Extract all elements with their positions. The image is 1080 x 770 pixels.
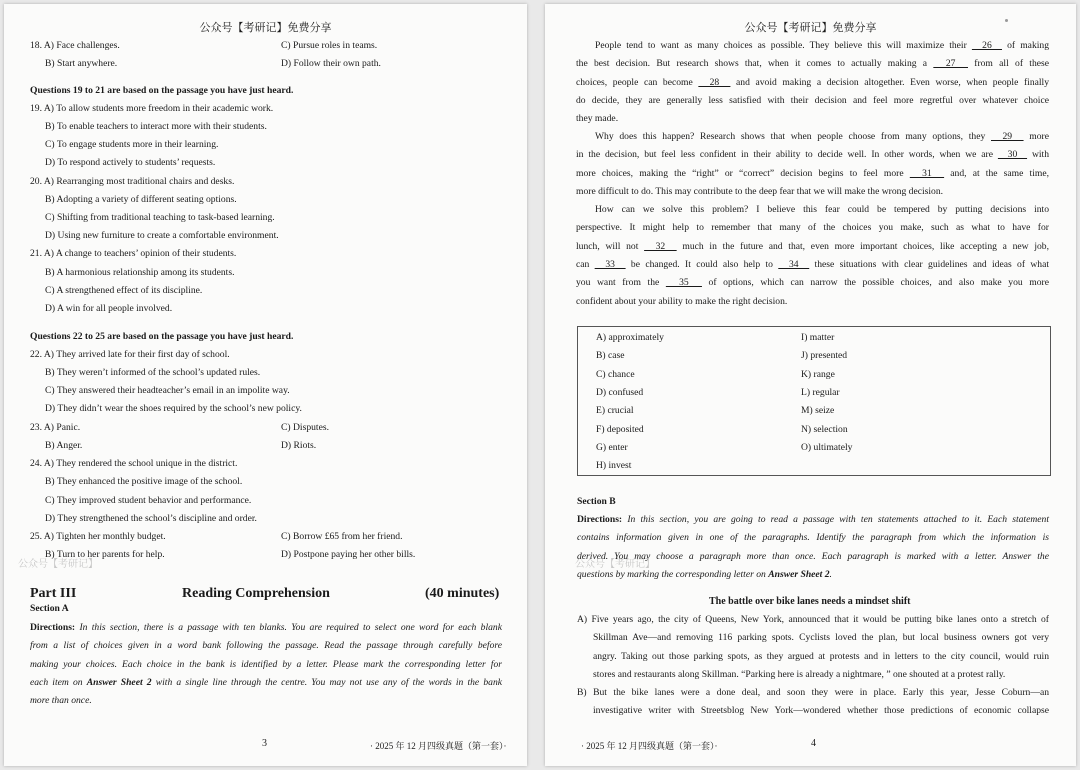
part-label: Part III: [30, 586, 77, 601]
page-header: 公众号【考研记】免费分享: [744, 22, 877, 34]
para1-line-4: do decide, they are generally less satisfied with their decision and feel more regretful over whatever choice: [576, 94, 1049, 106]
para2-line-1: Why does this happen? Research shows that when people choose from many options, they 29 more: [595, 131, 1049, 142]
directions-line-4: each item on Answer Sheet 2 with a single line through the centre. You may not use any of the words in the bank: [30, 677, 503, 688]
blank-30: 30: [997, 149, 1028, 161]
para2-line-2: in the decision, but feel less confident in their ability to decide well. In other words, when we are 30 with: [576, 149, 1050, 161]
q20-b: B) Adopting a variety of different seating options.: [45, 194, 237, 205]
para3-line-2: perspective. It might help to remember that many of the choices you make, such as what to have for: [576, 222, 1049, 234]
q24-a: 24. A) They rendered the school unique in the district.: [30, 458, 238, 469]
directions-line-1: Directions: In this section, there is a passage with ten blanks. You are required to select one word for each blank: [30, 622, 502, 633]
word-bank-option: O) ultimately: [801, 441, 853, 453]
blank-32: 32: [644, 240, 677, 252]
para1-line-1: People tend to want as many choices as possible. They believe this will maximize their 26 of making: [595, 40, 1049, 51]
paragraph-a-line-1: A) Five years ago, the city of Queens, New York, announced that it would be putting bike lanes onto a stretch of: [577, 614, 1049, 625]
para3-line-5: you want from the 35 of options, which can narrow the possible choices, and also make you more: [576, 277, 1050, 289]
para2-line-3: more choices, making the “right” or “correct” decision begins to feel more 31 and, at the same time,: [576, 167, 1050, 179]
word-bank-option: I) matter: [801, 332, 835, 343]
q22-d: D) They didn’t wear the shoes required by the school’s new policy.: [45, 403, 302, 414]
q22-a: 22. A) They arrived late for their first day of school.: [30, 349, 230, 360]
directions-b-line-4: questions by marking the corresponding letter on Answer Sheet 2.: [577, 569, 832, 580]
q18-d: D) Follow their own path.: [281, 58, 381, 69]
word-bank-option: H) invest: [596, 460, 632, 472]
directions-line-3: making your choices. Each choice in the bank is identified by a letter. Please mark the corresponding letter for: [30, 659, 502, 670]
page-number: 3: [262, 738, 267, 749]
q22-b: B) They weren’t informed of the school’s updated rules.: [45, 367, 261, 378]
word-bank-option: L) regular: [801, 386, 840, 398]
q24-b: B) They enhanced the positive image of the school.: [45, 476, 243, 487]
blank-35: 35: [665, 277, 702, 289]
word-bank-option: G) enter: [596, 441, 628, 453]
para3-line-1: How can we solve this problem? I believe this fear could be tempered by putting decisions into: [595, 204, 1049, 215]
directions-line-5: more than once.: [30, 695, 92, 706]
word-bank-option: B) case: [596, 350, 625, 362]
q18-b: B) Start anywhere.: [45, 58, 118, 69]
blank-26: 26: [971, 40, 1002, 51]
section-b-label: Section B: [577, 496, 616, 507]
directions-line-2: from a list of choices given in a word bank following the passage. Read the passage through carefully before: [30, 640, 502, 651]
q20-d: D) Using new furniture to create a comfortable environment.: [45, 230, 279, 241]
part-title: Reading Comprehension: [182, 586, 330, 601]
word-bank-option: J) presented: [801, 350, 848, 362]
paragraph-b-line-2: investigative writer with Streetsblog New York—wondered whether those predictions of economic collapse: [593, 705, 1049, 717]
para2-line-4: more difficult to do. This may contribute to the deep fear that we will make the wrong decision.: [576, 185, 944, 197]
q20-c: C) Shifting from traditional teaching to task-based learning.: [45, 212, 275, 223]
blank-31: 31: [909, 167, 945, 179]
word-bank-option: D) confused: [596, 386, 644, 398]
directions-b-line-1: Directions: In this section, you are going to read a passage with ten statements attached to it. Each statement: [577, 514, 1049, 525]
word-bank-option: K) range: [801, 368, 835, 380]
page-3: [4, 4, 527, 766]
instruction-22-25: Questions 22 to 25 are based on the passage you have just heard.: [30, 331, 294, 342]
q23-b: B) Anger.: [45, 440, 83, 451]
section-a-label: Section A: [30, 603, 69, 614]
para1-line-5: they made.: [576, 113, 619, 125]
q23-c: C) Disputes.: [281, 422, 329, 433]
blank-33: 33: [594, 258, 626, 270]
directions-b-line-3: derived. You may choose a paragraph more than once. Each paragraph is marked with a letter. Answer the: [577, 551, 1049, 562]
q23-d: D) Riots.: [281, 440, 317, 451]
paragraph-a-line-2: Skillman Ave—and removing 116 parking spots. Cyclists loved the plan, but local business owners got very: [593, 632, 1049, 644]
part-time: (40 minutes): [425, 586, 500, 601]
para1-line-3: choices, people can become 28 and avoid making a decision altogether. Even worse, when people finally: [576, 76, 1050, 88]
word-bank-option: A) approximately: [596, 332, 664, 343]
q22-c: C) They answered their headteacher’s email in an impolite way.: [45, 385, 290, 396]
q20-a: 20. A) Rearranging most traditional chairs and desks.: [30, 176, 235, 187]
page-header: 公众号【考研记】免费分享: [199, 22, 332, 34]
para3-line-6: confident about your ability to make the right decision.: [576, 295, 788, 307]
para3-line-3: lunch, will not 32 much in the future and that, even more important choices, like accepting a new job,: [576, 240, 1050, 252]
scan-dot: [1005, 19, 1008, 22]
page-footer: · 2025 年 12 月四级真题（第一套）·: [370, 741, 507, 751]
para3-line-4: can 33 be changed. It could also help to 34 these situations with clear guidelines and ideas of what: [576, 258, 1050, 270]
word-bank-option: E) crucial: [596, 405, 634, 417]
word-bank-option: C) chance: [596, 368, 635, 380]
q19-a: 19. A) To allow students more freedom in their academic work.: [30, 103, 274, 114]
page-footer: · 2025 年 12 月四级真题（第一套）·: [581, 741, 718, 751]
q24-c: C) They improved student behavior and performance.: [45, 495, 252, 506]
q21-c: C) A strengthened effect of its discipline.: [45, 285, 203, 296]
q21-a: 21. A) A change to teachers’ opinion of their students.: [30, 248, 237, 259]
q25-c: C) Borrow £65 from her friend.: [281, 531, 403, 542]
paragraph-b-line-1: B) But the bike lanes were a done deal, and soon they were in place. Early this year, Jesse Coburn—an: [577, 687, 1049, 698]
q18-a: 18. A) Face challenges.: [30, 40, 120, 51]
watermark: 公众号【考研记】: [18, 559, 98, 570]
q18-c: C) Pursue roles in teams.: [281, 40, 378, 51]
watermark: 公众号【考研记】: [575, 559, 655, 570]
word-bank-option: N) selection: [801, 423, 848, 435]
word-bank-option: M) seize: [801, 405, 835, 417]
q25-a: 25. A) Tighten her monthly budget.: [30, 531, 166, 542]
q19-b: B) To enable teachers to interact more with their students.: [45, 121, 267, 132]
q21-b: B) A harmonious relationship among its students.: [45, 267, 235, 278]
q19-c: C) To engage students more in their learning.: [45, 139, 219, 150]
para1-line-2: the best decision. But research shows that, when it comes to actually making a 27 from all of these: [576, 58, 1049, 70]
blank-28: 28: [698, 76, 731, 88]
page-number: 4: [811, 738, 816, 749]
q24-d: D) They strengthened the school’s discipline and order.: [45, 513, 257, 524]
q19-d: D) To respond actively to students’ requests.: [45, 157, 216, 168]
q21-d: D) A win for all people involved.: [45, 303, 173, 314]
blank-27: 27: [933, 58, 968, 70]
q25-b: B) Turn to her parents for help.: [45, 549, 165, 560]
word-bank-option: F) deposited: [596, 423, 644, 435]
instruction-19-21: Questions 19 to 21 are based on the passage you have just heard.: [30, 85, 294, 96]
blank-34: 34: [778, 258, 810, 270]
article-title: The battle over bike lanes needs a mindset shift: [709, 596, 911, 607]
blank-29: 29: [991, 131, 1024, 142]
directions-b-line-2: contains information given in one of the paragraphs. Identify the paragraph from which the information is: [577, 532, 1049, 543]
q23-a: 23. A) Panic.: [30, 422, 81, 433]
page-4: [545, 4, 1076, 766]
q25-d: D) Postpone paying her other bills.: [281, 549, 416, 560]
paragraph-a-line-3: angry. Taking out those parking spots, as they argued at protests and in letters to the city council, would ruin: [593, 650, 1049, 662]
paragraph-a-line-4: stores and restaurants along Skillman. “Parking here is already a nightmare, ” one shouted at a protest rally.: [593, 668, 1006, 680]
